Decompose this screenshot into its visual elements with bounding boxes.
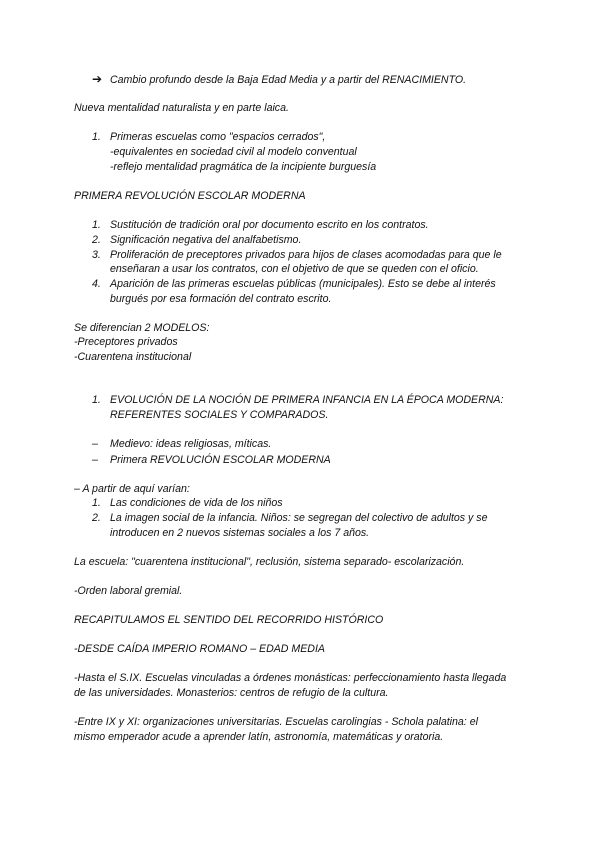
- dash-item: Primera REVOLUCIÓN ESCOLAR MODERNA: [110, 454, 331, 466]
- varian-line: Las condiciones de vida de los niños: [110, 497, 283, 509]
- varian-number: 1.: [92, 497, 101, 509]
- varian-number: 2.: [92, 512, 101, 524]
- varian-line: introducen en 2 nuevos sistemas sociales a los 7 años.: [110, 527, 370, 539]
- list2-number: 3.: [92, 249, 101, 261]
- modelos-item: -Cuarentena institucional: [74, 351, 192, 363]
- intro-arrow-text: Cambio profundo desde la Baja Edad Media y a partir del RENACIMIENTO.: [110, 74, 467, 86]
- list2-line: Aparición de las primeras escuelas públicas (municipales). Esto se debe al interés: [110, 278, 496, 290]
- intro-mentalidad: Nueva mentalidad naturalista y en parte laica.: [74, 102, 289, 114]
- heading-revolucion: PRIMERA REVOLUCIÓN ESCOLAR MODERNA: [74, 190, 306, 202]
- section2-line: REFERENTES SOCIALES Y COMPARADOS.: [110, 409, 329, 421]
- dash-item: Medievo: ideas religiosas, míticas.: [110, 438, 272, 450]
- section2-line: EVOLUCIÓN DE LA NOCIÓN DE PRIMERA INFANCIA EN LA ÉPOCA MODERNA:: [110, 394, 504, 406]
- modelos-title: Se diferencian 2 MODELOS:: [74, 322, 210, 334]
- desde-heading: -DESDE CAÍDA IMPERIO ROMANO – EDAD MEDIA: [74, 643, 325, 655]
- escuela-paragraph: La escuela: "cuarentena institucional", reclusión, sistema separado- escolarización.: [74, 556, 465, 568]
- recap-heading: RECAPITULAMOS EL SENTIDO DEL RECORRIDO HISTÓRICO: [74, 614, 384, 626]
- entre-line: mismo emperador acude a aprender latín, astronomía, matemáticas y oratoria.: [74, 731, 444, 743]
- list1-line: Primeras escuelas como "espacios cerrados",: [110, 131, 326, 143]
- list2-line: Proliferación de preceptores privados para hijos de clases acomodadas para que le: [110, 249, 502, 261]
- varian-title: – A partir de aquí varían:: [74, 483, 190, 495]
- hasta-line: -Hasta el S.IX. Escuelas vinculadas a órdenes monásticas: perfeccionamiento hasta llegada: [74, 672, 507, 684]
- list1-line: -reflejo mentalidad pragmática de la incipiente burguesía: [110, 161, 377, 173]
- dash-bullet: –: [92, 438, 98, 450]
- list2-number: 4.: [92, 278, 101, 290]
- list1-number: 1.: [92, 131, 101, 143]
- list1-line: -equivalentes en sociedad civil al modelo conventual: [110, 146, 357, 158]
- modelos-item: -Preceptores privados: [74, 336, 178, 348]
- orden-paragraph: -Orden laboral gremial.: [74, 585, 183, 597]
- section2-number: 1.: [92, 394, 101, 406]
- arrow-icon: ➔: [92, 72, 103, 86]
- list2-number: 2.: [92, 234, 101, 246]
- varian-line: La imagen social de la infancia. Niños: se segregan del colectivo de adultos y se: [110, 512, 488, 524]
- list2-line: enseñaran a usar los contratos, con el objetivo de que se queden con el oficio.: [110, 263, 479, 275]
- dash-bullet: –: [92, 454, 98, 466]
- hasta-line: de las universidades. Monasterios: centros de refugio de la cultura.: [74, 687, 389, 699]
- list2-line: Sustitución de tradición oral por documento escrito en los contratos.: [110, 219, 429, 231]
- list2-line: burgués por esa formación del contrato escrito.: [110, 293, 332, 305]
- list2-line: Significación negativa del analfabetismo.: [110, 234, 302, 246]
- list2-number: 1.: [92, 219, 101, 231]
- entre-line: -Entre IX y XI: organizaciones universitarias. Escuelas carolingias - Schola palatina: el: [74, 716, 478, 728]
